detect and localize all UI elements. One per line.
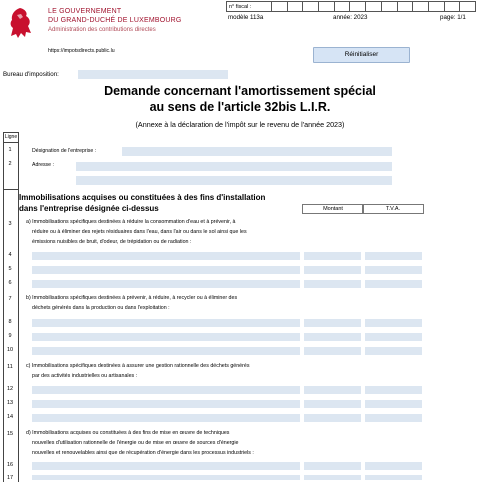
bureau-input[interactable] [78,70,228,79]
row-number: 9 [8,333,12,339]
description-input[interactable] [32,333,300,341]
fiscal-digit[interactable] [460,2,476,12]
fiscal-number-table [226,1,476,12]
row-number: 10 [6,347,14,353]
section-title-line2: dans l'entreprise désignée ci-dessus [19,204,159,213]
amount-input[interactable] [304,280,361,288]
row-number: 15 [6,431,14,437]
fiscal-digit[interactable] [272,2,288,12]
fiscal-digit[interactable] [350,2,366,12]
vat-input[interactable] [365,266,422,274]
fiscal-digit[interactable] [319,2,335,12]
fiscal-digit[interactable] [334,2,350,12]
fiscal-digit[interactable] [366,2,382,12]
description-input[interactable] [32,347,300,355]
row-number: 17 [6,475,14,481]
amount-input[interactable] [304,414,361,422]
description-input[interactable] [32,414,300,422]
row-number: 2 [8,161,12,167]
fiscal-digit[interactable] [413,2,429,12]
amount-input[interactable] [304,266,361,274]
logo-line3: Administration des contributions directes [48,27,156,33]
logo-line2: DU GRAND-DUCHÉ DE LUXEMBOURG [48,17,182,24]
row-number: 12 [6,386,14,392]
row-number: 14 [6,414,14,420]
vat-input[interactable] [365,475,422,480]
paragraph-b-line2: déchets générés dans la production ou dans l'exploitation : [32,305,170,311]
amount-input[interactable] [304,386,361,394]
amount-input[interactable] [304,319,361,327]
page-number: page: 1/1 [440,14,466,21]
description-input[interactable] [32,400,300,408]
description-input[interactable] [32,462,300,470]
vat-column-header: T.V.A. [362,204,424,214]
description-input[interactable] [32,280,300,288]
row-number: 5 [8,266,12,272]
vat-input[interactable] [365,386,422,394]
section-title-line1: Immobilisations acquises ou constituées à des fins d'installation [19,193,266,202]
form-model: modèle 113a [228,14,264,21]
paragraph-c-line2: par des activités industrielles ou artisanales : [32,373,138,379]
paragraph-a-line3: émissions nuisibles de bruit, d'odeur, de trépidation ou de radiation : [32,239,192,245]
vat-input[interactable] [365,333,422,341]
fiscal-digit[interactable] [444,2,460,12]
divider [3,189,19,190]
paragraph-d-line2: nouvelles d'utilisation rationnelle de l'énergie ou de mise en œuvre de sources d'énergie [32,440,239,446]
row-number: 8 [8,319,12,325]
paragraph-c-line1: c) Immobilisations spécifiques destinées à assurer une gestion rationnelle des déchets générés [26,363,250,369]
address-label: Adresse : [32,162,54,168]
vat-input[interactable] [365,280,422,288]
address-input-1[interactable] [76,162,392,171]
fiscal-digit[interactable] [287,2,303,12]
description-input[interactable] [32,319,300,327]
description-input[interactable] [32,266,300,274]
amount-input[interactable] [304,462,361,470]
page-title-line2: au sens de l'article 32bis L.I.R. [149,100,331,114]
amount-input[interactable] [304,475,361,480]
company-input[interactable] [122,147,392,156]
fiscal-digit[interactable] [381,2,397,12]
page-title-line1: Demande concernant l'amortissement spécial [104,84,376,98]
website-url[interactable]: https://impotsdirects.public.lu [48,48,115,54]
luxembourg-lion-logo-icon [6,6,34,40]
vat-input[interactable] [365,414,422,422]
paragraph-d-line3: nouvelles et renouvelables ainsi que de récupération d'énergie dans les processus industriels : [32,450,254,456]
row-number: 13 [6,400,14,406]
amount-column-header: Montant [302,204,364,214]
logo-line1: LE GOUVERNEMENT [48,8,122,15]
description-input[interactable] [32,386,300,394]
fiscal-number-label: n° fiscal : [227,2,272,12]
row-number: 6 [8,280,12,286]
vat-input[interactable] [365,462,422,470]
paragraph-d-line1: d) Immobilisations acquises ou constituées à des fins de mise en œuvre de techniques [26,430,230,436]
bureau-label: Bureau d'imposition: [3,71,59,78]
fiscal-digit[interactable] [428,2,444,12]
fiscal-digit[interactable] [303,2,319,12]
paragraph-a-line2: réduire ou à éliminer des rejets résiduaires dans l'eau, dans l'air ou dans le sol ainsi que les [32,229,247,235]
vat-input[interactable] [365,252,422,260]
row-number: 4 [8,252,12,258]
company-label: Désignation de l'entreprise : [32,148,97,154]
vat-input[interactable] [365,400,422,408]
ligne-header: Ligne [3,132,19,143]
paragraph-b-line1: b) Immobilisations spécifiques destinées à prévenir, à réduire, à recycler ou à éliminer des [26,295,238,301]
address-input-2[interactable] [76,176,392,185]
reset-button[interactable]: Réinitialiser [313,47,410,63]
row-number: 3 [8,221,12,227]
annex-subtitle: (Annexe à la déclaration de l'impôt sur le revenu de l'année 2023) [135,120,345,129]
row-number: 16 [6,462,14,468]
amount-input[interactable] [304,252,361,260]
row-number: 1 [8,147,12,153]
description-input[interactable] [32,252,300,260]
amount-input[interactable] [304,400,361,408]
form-year: année: 2023 [333,14,368,21]
description-input[interactable] [32,475,300,480]
amount-input[interactable] [304,347,361,355]
vat-input[interactable] [365,347,422,355]
vat-input[interactable] [365,319,422,327]
row-number: 11 [7,364,13,370]
paragraph-a-line1: a) Immobilisations spécifiques destinées à réduire la consommation d'eau et à prévenir, à [26,219,236,225]
fiscal-digit[interactable] [397,2,413,12]
amount-input[interactable] [304,333,361,341]
row-number: 7 [8,296,12,302]
